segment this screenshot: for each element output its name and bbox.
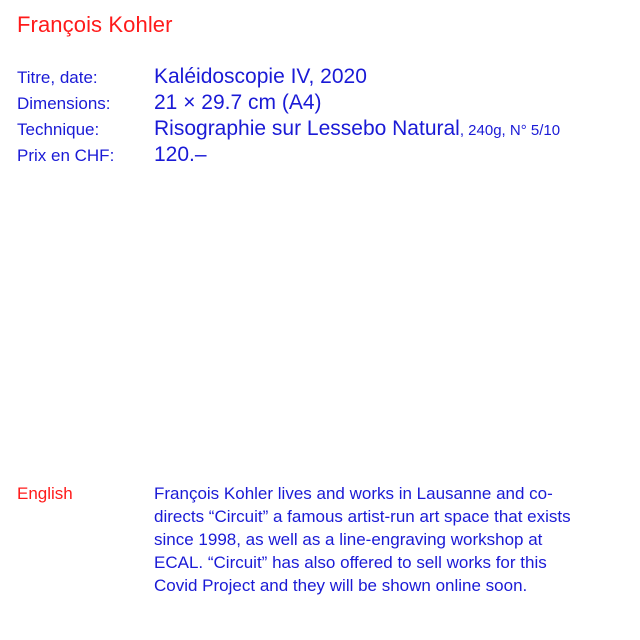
detail-value-technique: Risographie sur Lessebo Natural — [154, 117, 460, 140]
detail-value-price: 120.– — [154, 143, 207, 166]
detail-label-dimensions: Dimensions: — [17, 94, 111, 113]
description-language-label: English — [17, 484, 73, 503]
artist-description: François Kohler lives and works in Lausanne and co-directs “Circuit” a famous artist-run art space that exists since 1998, as well as a line-engraving workshop at ECAL. “Circuit” has also offered to sell works for this Covid Project and they will be shown online soon. — [154, 484, 571, 595]
detail-value-technique-extra: , 240g, N° 5/10 — [459, 122, 561, 139]
detail-row-dimensions — [17, 91, 627, 117]
detail-value-title: Kaléidoscopie IV, 2020 — [154, 65, 367, 88]
artwork-details — [17, 65, 627, 169]
detail-value-dimensions: 21 × 29.7 cm (A4) — [154, 91, 322, 114]
detail-row-price — [17, 143, 627, 169]
detail-row-title — [17, 65, 627, 91]
artist-name: François Kohler — [17, 12, 173, 37]
detail-label-price: Prix en CHF: — [17, 146, 115, 165]
detail-row-technique — [17, 117, 627, 143]
detail-label-technique: Technique: — [17, 120, 100, 139]
detail-label-title: Titre, date: — [17, 68, 98, 87]
